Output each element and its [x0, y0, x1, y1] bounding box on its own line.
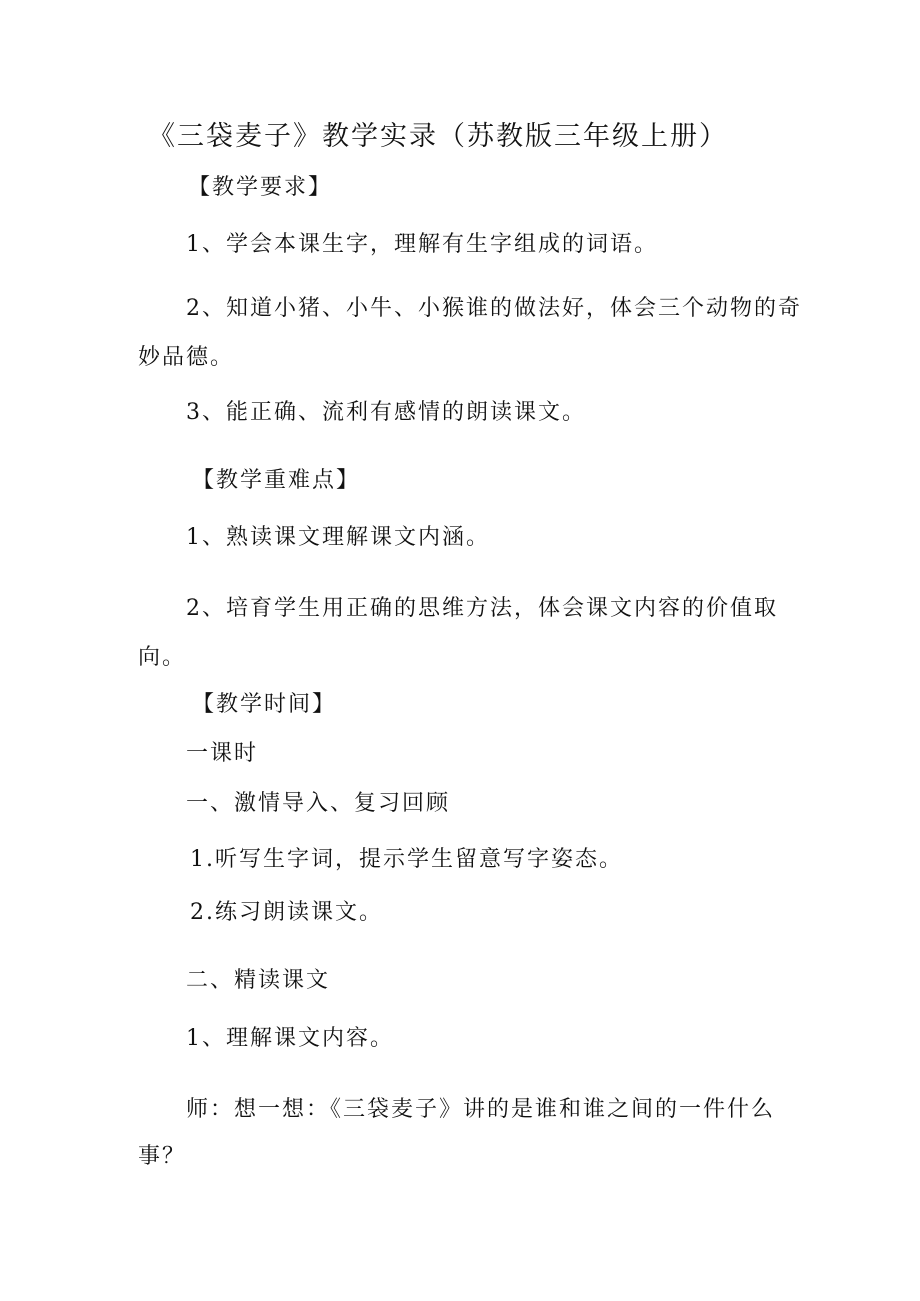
paragraph-line: 1、理解课文内容。	[186, 1026, 394, 1051]
paragraph-line: 2.练习朗读课文。	[190, 900, 383, 925]
paragraph-line: 向。	[138, 645, 187, 670]
paragraph-line: 妙品德。	[138, 345, 235, 370]
paragraph-line: 3、能正确、流利有感情的朗读课文。	[186, 400, 586, 425]
section-heading-intro: 一、激情导入、复习回顾	[186, 791, 451, 816]
paragraph-line: 2、培育学生用正确的思维方法，体会课文内容的价值取	[186, 596, 778, 621]
document-title: 《三袋麦子》教学实录（苏教版三年级上册）	[148, 121, 728, 152]
paragraph-line: 一课时	[186, 741, 259, 766]
paragraph-line: 事？	[138, 1144, 187, 1169]
section-heading-time: 【教学时间】	[192, 692, 337, 717]
paragraph-line: 2、知道小猪、小牛、小猴谁的做法好，体会三个动物的奇	[186, 296, 802, 321]
section-heading-requirements: 【教学要求】	[188, 175, 333, 200]
paragraph-line: 1.听写生字词，提示学生留意写字姿态。	[190, 847, 623, 872]
paragraph-line: 1、学会本课生字，理解有生字组成的词语。	[186, 232, 658, 257]
paragraph-line: 1、熟读课文理解课文内涵。	[186, 525, 490, 550]
section-heading-key-points: 【教学重难点】	[192, 468, 361, 493]
paragraph-line: 师：想一想：《三袋麦子》讲的是谁和谁之间的一件什么	[186, 1097, 776, 1122]
section-heading-close-reading: 二、精读课文	[186, 968, 331, 993]
